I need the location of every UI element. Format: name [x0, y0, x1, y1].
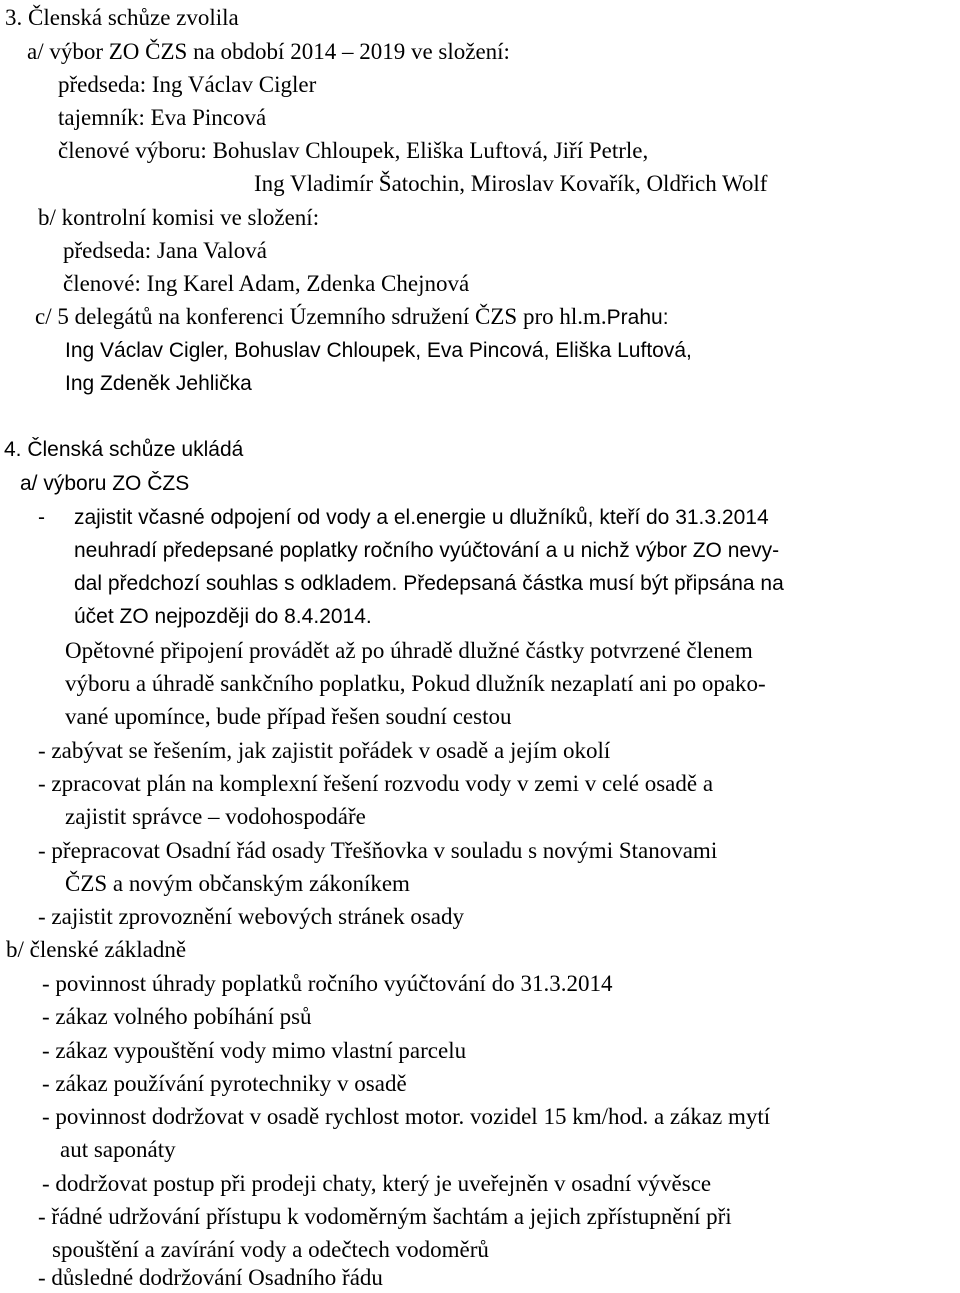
section-3-c-title — [35, 303, 669, 332]
control-commission-members: členové: Ing Karel Adam, Zdenka Chejnová — [63, 271, 470, 296]
section-3-a-title: a/ výbor ZO ČZS na období 2014 – 2019 ve složení: — [27, 39, 510, 64]
delegates-line-1: Ing Václav Cigler, Bohuslav Chloupek, Eva Pincová, Eliška Luftová, — [65, 339, 692, 362]
b7-line-1: - řádné udržování přístupu k vodoměrným šachtám a jejich zpřístupnění při — [38, 1204, 732, 1229]
a1-line-4: účet ZO nejpozději do 8.4.2014. — [74, 605, 372, 628]
a1-line-2: neuhradí předepsané poplatky ročního vyúčtování a u nichž výbor ZO nevy- — [74, 539, 780, 562]
b7-line-2: spouštění a zavírání vody a odečtech vodoměrů — [52, 1237, 489, 1262]
a3-line-2: zajistit správce – vodohospodáře — [65, 804, 366, 829]
a1-line-7: vané upomínce, bude případ řešen soudní cestou — [65, 704, 512, 729]
b1-item: - povinnost úhrady poplatků ročního vyúčtování do 31.3.2014 — [42, 971, 613, 996]
committee-members-line-1: členové výboru: Bohuslav Chloupek, Eliška Luftová, Jiří Petrle, — [58, 138, 649, 163]
b6-item: - dodržovat postup při prodeji chaty, který je uveřejněn v osadní vývěsce — [42, 1171, 712, 1196]
control-commission-chairman: předseda: Jana Valová — [63, 238, 267, 263]
committee-members-line-2: Ing Vladimír Šatochin, Miroslav Kovařík, Oldřich Wolf — [254, 171, 768, 196]
delegates-line-2: Ing Zdeněk Jehlička — [65, 372, 252, 395]
a4-line-1: - přepracovat Osadní řád osady Třešňovka v souladu s novými Stanovami — [38, 838, 718, 863]
section-3-heading: 3. Členská schůze zvolila — [5, 5, 239, 30]
committee-secretary: tajemník: Eva Pincová — [58, 105, 267, 130]
a5-item: - zajistit zprovoznění webových stránek osady — [38, 904, 465, 929]
a4-line-2: ČZS a novým občanským zákoníkem — [65, 871, 410, 896]
b8-item: - důsledné dodržování Osadního řádu — [38, 1265, 383, 1290]
a1-line-6: výboru a úhradě sankčního poplatku, Pokud dlužník nezaplatí ani po opako- — [65, 671, 766, 696]
b5-line-2: aut saponáty — [60, 1137, 176, 1162]
section-3-c-title-text: c/ 5 delegátů na konferenci Územního sdružení ČZS pro hl.m. — [35, 304, 607, 329]
a1-line-5: Opětovné připojení provádět až po úhradě dlužné částky potvrzené členem — [65, 638, 753, 663]
a3-line-1: - zpracovat plán na komplexní řešení rozvodu vody v zemi v celé osadě a — [38, 771, 714, 796]
section-3-b-title: b/ kontrolní komisi ve složení: — [38, 205, 320, 230]
b4-item: - zákaz používání pyrotechniky v osadě — [42, 1071, 407, 1096]
section-4-a-title: a/ výboru ZO ČZS — [20, 472, 190, 495]
a2-item: - zabývat se řešením, jak zajistit pořádek v osadě a jejím okolí — [38, 738, 611, 763]
b5-line-1: - povinnost dodržovat v osadě rychlost motor. vozidel 15 km/hod. a zákaz mytí — [42, 1104, 771, 1129]
section-4-b-title: b/ členské základně — [6, 937, 187, 962]
section-4-heading: 4. Členská schůze ukládá — [4, 438, 244, 461]
a1-line-1: zajistit včasné odpojení od vody a el.energie u dlužníků, kteří do 31.3.2014 — [74, 506, 769, 529]
b3-item: - zákaz vypouštění vody mimo vlastní parcelu — [42, 1038, 467, 1063]
section-3-c-title-suffix: Prahu: — [606, 306, 669, 329]
a1-line-3: dal předchozí souhlas s odkladem. Předepsaná částka musí být připsána na — [74, 572, 784, 595]
a1-dash: - — [38, 506, 45, 529]
b2-item: - zákaz volného pobíhání psů — [42, 1004, 312, 1029]
committee-chairman: předseda: Ing Václav Cigler — [58, 72, 317, 97]
